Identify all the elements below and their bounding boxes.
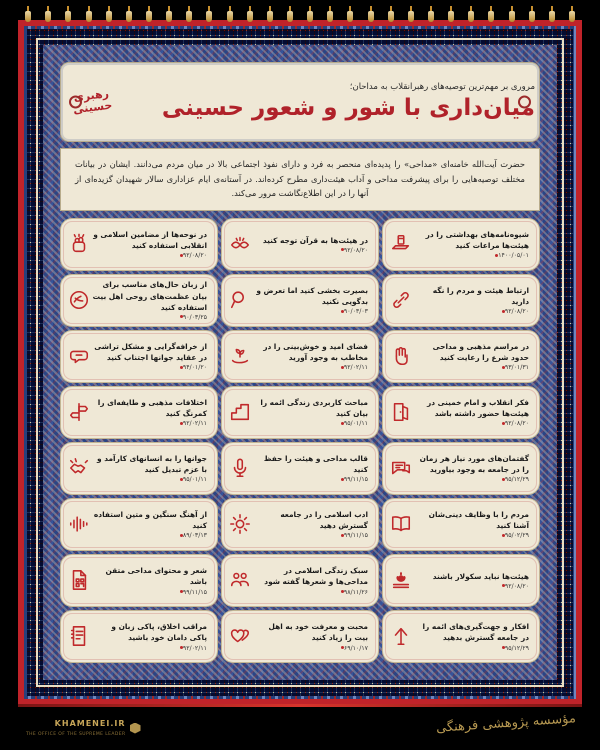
advice-card[interactable] bbox=[60, 274, 218, 327]
advice-card-body bbox=[92, 565, 211, 595]
advice-card[interactable] bbox=[382, 610, 540, 663]
advice-card-date bbox=[253, 532, 368, 539]
advice-card[interactable] bbox=[221, 330, 379, 383]
seal-stamp-icon bbox=[66, 287, 92, 313]
date-value: ۹۹/۱۱/۱۵ bbox=[343, 476, 368, 484]
advice-card-text: بصیرت بخشی کنید اما تعرض و بدگویی نکنید bbox=[256, 286, 368, 307]
advice-card-text: اختلافات مذهبی و طایفه‌ای را کمرنگ کنید bbox=[97, 398, 207, 419]
advice-card-date bbox=[253, 420, 368, 427]
advice-card-body bbox=[414, 397, 533, 427]
date-value: ۹۵/۰۱/۱۱ bbox=[343, 420, 368, 428]
poster-content bbox=[60, 62, 540, 663]
handshake-icon bbox=[66, 455, 92, 481]
radiance-icon bbox=[227, 511, 253, 537]
brand-subtitle: THE OFFICE OF THE SUPREME LEADER bbox=[26, 732, 126, 737]
date-value: ۹۴/۰۱/۲۰ bbox=[182, 364, 207, 372]
footer-signature: مؤسسه پژوهشی فرهنگی bbox=[435, 711, 577, 736]
microphone-icon bbox=[227, 455, 253, 481]
advice-card-text: فضای امید و خوش‌بینی را در مخاطب به وجود آورید bbox=[263, 342, 368, 363]
magnifier-icon bbox=[227, 287, 253, 313]
advice-card[interactable] bbox=[221, 442, 379, 495]
advice-card-body bbox=[414, 571, 533, 590]
advice-card[interactable] bbox=[60, 386, 218, 439]
advice-card-date bbox=[253, 589, 368, 596]
intro-paragraph: حضرت آیت‌الله خامنه‌ای «مداحی» را پدیده‌ای منحصر به فرد و دارای نفوذ اجتماعی بالا در میان مردم می‌دانند. ایشان در بیانات مختلف توصیه‌هایی را برای پیشرفت مداحی و آداب هیئت‌داری مطرح کرده‌اند. در آستانه‌ی ایام عزاداری سالار شهیدان گزیده‌ای از آنها را در این اطلاع‌نگاشت مرور می‌کند. bbox=[60, 148, 540, 211]
advice-card-body bbox=[92, 341, 211, 371]
advice-card-text: در نوحه‌ها از مضامین اسلامی و انقلابی استفاده کنید bbox=[93, 229, 207, 251]
advice-card[interactable] bbox=[60, 498, 218, 551]
advice-card-date bbox=[414, 532, 529, 539]
advice-card-date bbox=[92, 252, 207, 259]
date-value: ۸۹/۰۳/۱۳ bbox=[182, 532, 207, 540]
advice-card-body bbox=[92, 509, 211, 539]
advice-card-date bbox=[253, 247, 368, 254]
advice-card-body bbox=[414, 621, 533, 651]
advice-card-text: جوانها را به انسانهای کارآمد و با عزم تبدیل کنید bbox=[97, 454, 207, 475]
hoseini-seal-icon: رهبری حسینی bbox=[72, 86, 113, 117]
advice-card-text: قالب مداحی و هیئت را حفظ کنید bbox=[263, 454, 368, 475]
advice-card-date bbox=[414, 252, 529, 259]
advice-card-body bbox=[92, 229, 211, 259]
advice-card-text: افکار و جهت‌گیری‌های ائمه را در جامعه گسترش بدهید bbox=[422, 622, 529, 643]
page-title: میان‌داری با شور و شعور حسینی bbox=[161, 94, 535, 121]
open-book-icon bbox=[388, 511, 414, 537]
advice-card-text: در هیئت‌ها به قرآن توجه کنید bbox=[262, 235, 368, 245]
advice-card-date bbox=[253, 364, 368, 371]
advice-card-text: ارتباط هیئت و مردم را نگه دارید bbox=[432, 286, 529, 307]
advice-card-body bbox=[92, 453, 211, 483]
speech-cloud-icon bbox=[66, 343, 92, 369]
advice-card-text: مباحث کاربردی زندگی ائمه را بیان کنید bbox=[260, 398, 368, 419]
date-value: ۹۹/۱۱/۱۵ bbox=[182, 588, 207, 596]
advice-card-body bbox=[253, 453, 372, 483]
footer-divider bbox=[18, 704, 582, 707]
poster-footer bbox=[0, 706, 600, 750]
iran-flag-icon bbox=[388, 567, 414, 593]
advice-card-date bbox=[414, 420, 529, 427]
advice-card-text: از زبان حال‌های مناسب برای بیان عظمت‌های روحی اهل بیت استفاده کنید bbox=[92, 280, 207, 312]
chat-bubbles-icon bbox=[388, 455, 414, 481]
advice-card-body bbox=[414, 509, 533, 539]
advice-card-text: مردم را با وظایف دینی‌شان آشنا کنید bbox=[428, 510, 529, 531]
advice-card-body bbox=[414, 453, 533, 483]
advice-card-body bbox=[92, 397, 211, 427]
title-kicker: مروری بر مهم‌ترین توصیه‌های رهبرانقلاب به مداحان؛ bbox=[349, 81, 535, 92]
advice-card[interactable] bbox=[382, 218, 540, 271]
brand-name: KHAMENEI.IR bbox=[54, 719, 126, 728]
advice-card-body bbox=[414, 285, 533, 315]
date-value: ۹۰/۰۳/۰۳ bbox=[343, 308, 368, 316]
advice-card-text: فکر انقلاب و امام خمینی در هیئت‌ها حضور داشته باشد bbox=[426, 398, 529, 419]
advice-card-date bbox=[253, 645, 368, 652]
advice-card[interactable] bbox=[382, 274, 540, 327]
advice-card-date bbox=[253, 308, 368, 315]
date-value: ۹۲/۰۲/۱۱ bbox=[182, 644, 207, 652]
advice-card-body bbox=[253, 621, 372, 651]
quran-icon bbox=[227, 231, 253, 257]
advice-card-grid bbox=[60, 218, 540, 663]
book-stack-icon bbox=[388, 231, 414, 257]
advice-card[interactable] bbox=[382, 330, 540, 383]
date-value: ۹۵/۱۲/۲۹ bbox=[504, 644, 529, 652]
date-value: ۹۲/۰۸/۲۰ bbox=[182, 252, 207, 260]
date-value: ۹۲/۰۸/۲۰ bbox=[504, 582, 529, 590]
advice-card-date bbox=[92, 532, 207, 539]
advice-card-text: در مراسم مذهبی و مداحی حدود شرع را رعایت کنید bbox=[432, 342, 529, 363]
advice-card-body bbox=[414, 229, 533, 259]
date-value: ۱۴۰۰/۰۵/۰۱ bbox=[498, 252, 529, 260]
advice-card-body bbox=[253, 285, 372, 315]
advice-card-date bbox=[414, 476, 529, 483]
advice-card-text: از خرافه‌گرایی و مشکل تراشی در عقاید جوانها اجتناب کنید bbox=[94, 342, 207, 363]
advice-card-body bbox=[253, 235, 372, 254]
advice-card-date bbox=[92, 589, 207, 596]
advice-card[interactable] bbox=[221, 218, 379, 271]
date-value: ۹۲/۰۲/۱۱ bbox=[343, 364, 368, 372]
fist-icon bbox=[66, 231, 92, 257]
date-value: ۹۸/۱۱/۲۶ bbox=[343, 588, 368, 596]
advice-card[interactable] bbox=[382, 554, 540, 607]
advice-card-body bbox=[92, 621, 211, 651]
advice-card[interactable] bbox=[60, 554, 218, 607]
advice-card-date bbox=[414, 364, 529, 371]
date-value: ۹۲/۰۸/۲۰ bbox=[504, 420, 529, 428]
advice-card-text: گفتمان‌های مورد نیاز هر زمان را در جامعه به وجود بیاورید bbox=[419, 454, 529, 475]
advice-card[interactable] bbox=[221, 610, 379, 663]
date-value: ۹۵/۰۲/۲۹ bbox=[504, 532, 529, 540]
advice-card-body bbox=[253, 341, 372, 371]
advice-card-text: مراقب اخلاق، پاکی زبان و پاکی دامان خود باشید bbox=[111, 622, 207, 643]
advice-card-text: محبت و معرفت خود به اهل بیت را زیاد کنید bbox=[268, 622, 368, 643]
advice-card[interactable] bbox=[221, 386, 379, 439]
poster-canvas bbox=[18, 20, 582, 705]
advice-card-body bbox=[92, 279, 211, 320]
advice-card-date bbox=[414, 308, 529, 315]
advice-card-text: شعر و محتوای مداحی متقن باشد bbox=[105, 566, 207, 587]
advice-card[interactable] bbox=[221, 498, 379, 551]
advice-card-body bbox=[253, 509, 372, 539]
advice-card-text: سبک زندگی اسلامی در مداحی‌ها و شعرها گفته شود bbox=[264, 566, 368, 587]
advice-card-text: شیوه‌نامه‌های بهداشتی را در هیئت‌ها مراعات کنید bbox=[425, 229, 529, 251]
signpost-icon bbox=[66, 399, 92, 425]
advice-card-date bbox=[92, 314, 207, 321]
date-value: ۹۲/۰۲/۱۱ bbox=[182, 420, 207, 428]
advice-card[interactable] bbox=[221, 554, 379, 607]
link-chain-icon bbox=[388, 287, 414, 313]
advice-card[interactable] bbox=[221, 274, 379, 327]
date-value: ۹۹/۱۱/۱۵ bbox=[343, 532, 368, 540]
sprout-hand-icon bbox=[227, 343, 253, 369]
open-hand-stop-icon bbox=[388, 343, 414, 369]
date-value: ۹۳/۰۱/۳۱ bbox=[504, 364, 529, 372]
soundwave-icon bbox=[66, 511, 92, 537]
advice-card[interactable] bbox=[60, 610, 218, 663]
date-value: ۹۲/۰۸/۲۰ bbox=[504, 308, 529, 316]
advice-card-text: ادب اسلامی را در جامعه گسترش دهید bbox=[280, 510, 368, 531]
two-hearts-icon bbox=[227, 623, 253, 649]
advice-card-date bbox=[92, 476, 207, 483]
advice-card-date bbox=[92, 645, 207, 652]
advice-card-date bbox=[414, 583, 529, 590]
title-banner bbox=[60, 62, 540, 142]
date-value: ۹۲/۰۸/۲۰ bbox=[343, 246, 368, 254]
advice-card[interactable] bbox=[382, 498, 540, 551]
date-value: ۹۵/۱۲/۲۹ bbox=[504, 476, 529, 484]
advice-card-text: از آهنگ سنگین و متین استفاده کنید bbox=[93, 510, 207, 531]
advice-card[interactable] bbox=[60, 442, 218, 495]
advice-card-date bbox=[253, 476, 368, 483]
date-value: ۹۰/۰۳/۲۵ bbox=[182, 313, 207, 321]
steps-chart-icon bbox=[227, 399, 253, 425]
date-value: ۹۵/۰۱/۱۱ bbox=[182, 476, 207, 484]
advice-card[interactable] bbox=[382, 386, 540, 439]
checklist-icon bbox=[66, 623, 92, 649]
up-arrow-icon bbox=[388, 623, 414, 649]
advice-card-date bbox=[92, 420, 207, 427]
brand-mark-icon bbox=[130, 723, 141, 734]
advice-card-date bbox=[414, 645, 529, 652]
document-qr-icon bbox=[66, 567, 92, 593]
advice-card[interactable] bbox=[382, 442, 540, 495]
advice-card[interactable] bbox=[60, 218, 218, 271]
open-door-icon bbox=[388, 399, 414, 425]
khamenei-brand-logo[interactable] bbox=[26, 719, 141, 737]
advice-card[interactable] bbox=[60, 330, 218, 383]
advice-card-body bbox=[414, 341, 533, 371]
advice-card-text: هیئت‌ها نباید سکولار باشند bbox=[432, 571, 529, 581]
advice-card-body bbox=[253, 565, 372, 595]
advice-card-date bbox=[92, 364, 207, 371]
title-text-group bbox=[135, 82, 539, 122]
advice-card-body bbox=[253, 397, 372, 427]
date-value: ۶۹/۱۰/۱۷ bbox=[343, 644, 368, 652]
group-people-icon bbox=[227, 567, 253, 593]
